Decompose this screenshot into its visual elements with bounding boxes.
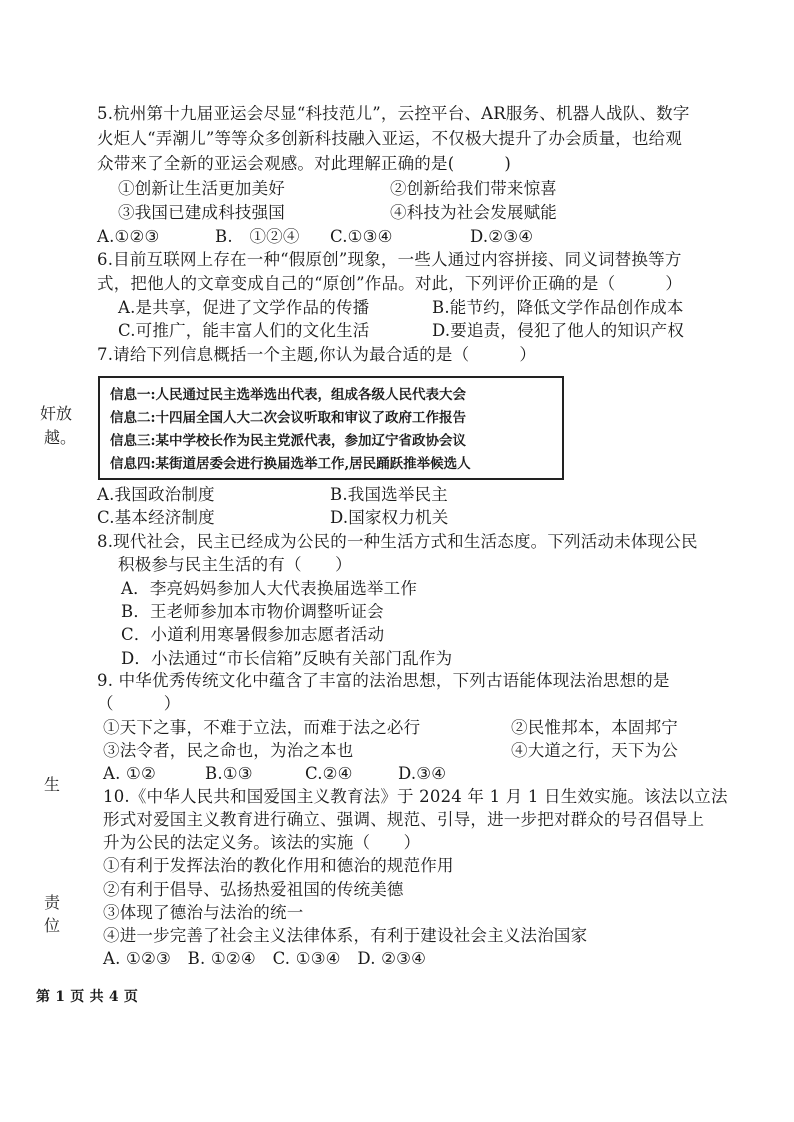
q9-option[interactable]: C.②④ (305, 764, 353, 783)
q7-info-box (98, 376, 564, 480)
q10-statement: ②有利于倡导、弘扬热爱祖国的传统美德 (103, 880, 404, 899)
q6-option[interactable]: C.可推广，能丰富人们的文化生活 (118, 321, 370, 340)
q10-statement: ③体现了德治与法治的统一 (103, 903, 304, 922)
q7-stem: 7.请给下列信息概括一个主题,你认为最合适的是（ ） (97, 345, 537, 364)
q7-option[interactable]: C.基本经济制度 (97, 508, 215, 527)
q8-option[interactable]: D．小法通过“市长信箱”反映有关部门乱作为 (121, 649, 453, 668)
q9-statement: ④大道之行，天下为公 (511, 741, 678, 760)
q7-option[interactable]: D.国家权力机关 (330, 508, 449, 527)
q6-option[interactable]: A.是共享，促进了文学作品的传播 (118, 298, 370, 317)
q5-statement: ③我国已建成科技强国 (118, 203, 285, 222)
q7-info-line: 信息一:人民通过民主选举选出代表，组成各级人民代表大会 (110, 387, 466, 403)
q8-stem-line: 8.现代社会，民主已经成为公民的一种生活方式和生活态度。下列活动未体现公民 (97, 532, 698, 551)
margin-fragment: 越。 (44, 428, 77, 447)
q5-option[interactable]: C.①③④ (330, 227, 393, 246)
q9-option[interactable]: A. ①② (103, 764, 156, 783)
margin-fragment: 奸放 (40, 404, 73, 423)
q7-option[interactable]: A.我国政治制度 (97, 485, 215, 504)
q5-option[interactable]: B. ①②④ (215, 227, 300, 246)
q6-option[interactable]: B.能节约，降低文学作品创作成本 (432, 298, 684, 317)
q9-stem-line: 9. 中华优秀传统文化中蕴含了丰富的法治思想，下列古语能体现法治思想的是 (97, 671, 670, 690)
q5-statement: ①创新让生活更加美好 (118, 179, 285, 198)
q9-statement: ③法令者，民之命也，为治之本也 (103, 741, 354, 760)
q5-statement: ②创新给我们带来惊喜 (390, 179, 557, 198)
q7-info-line: 信息四:某街道居委会进行换届选举工作,居民踊跃推举候选人 (110, 456, 471, 472)
q10-statement: ④进一步完善了社会主义法律体系，有利于建设社会主义法治国家 (103, 926, 588, 945)
margin-fragment: 位 (44, 916, 61, 935)
q10-statement: ①有利于发挥法治的教化作用和德治的规范作用 (103, 856, 454, 875)
q7-info-line: 信息三:某中学校长作为民主党派代表，参加辽宁省政协会议 (110, 433, 466, 449)
q9-option[interactable]: B.①③ (205, 764, 253, 783)
q7-option[interactable]: B.我国选举民主 (330, 485, 448, 504)
q10-options[interactable]: A. ①②③ B. ①②④ C. ①③④ D. ②③④ (103, 949, 427, 968)
q8-option[interactable]: A．李亮妈妈参加人大代表换届选举工作 (121, 579, 418, 598)
q9-statement: ②民惟邦本，本固邦宁 (511, 718, 678, 737)
q10-stem-line: 升为公民的法定义务。该法的实施（ ） (103, 833, 421, 852)
q7-info-line: 信息二:十四届全国人大二次会议听取和审议了政府工作报告 (110, 410, 466, 426)
q5-stem-line: 5.杭州第十九届亚运会尽显“科技范儿”，云控平台、AR服务、机器人战队、数字 (97, 104, 690, 123)
margin-fragment: 生 (44, 775, 61, 794)
q10-stem-line: 10.《中华人民共和国爱国主义教育法》于 2024 年 1 月 1 日生效实施。该法以立法 (103, 787, 728, 806)
q6-stem-line: 6.目前互联网上存在一种“假原创”现象，一些人通过内容拼接、同义词替换等方 (97, 250, 682, 269)
q9-option[interactable]: D.③④ (398, 764, 447, 783)
margin-fragment: 责 (44, 893, 61, 912)
q9-statement: ①天下之事，不难于立法，而难于法之必行 (103, 718, 421, 737)
q9-stem-line: （ ） (97, 694, 181, 713)
q6-stem-line: 式，把他人的文章变成自己的“原创”作品。对此，下列评价正确的是（ ） (97, 274, 683, 293)
q5-stem-line: 众带来了全新的亚运会观感。对此理解正确的是( ) (97, 154, 512, 173)
q5-stem-line: 火炬人“弄潮儿”等等众多创新科技融入亚运，不仅极大提升了办会质量，也给观 (97, 129, 683, 148)
q10-stem-line: 形式对爱国主义教育进行确立、强调、规范、引导，进一步把对群众的号召倡导上 (103, 810, 705, 829)
q5-statement: ④科技为社会发展赋能 (390, 203, 557, 222)
q8-option[interactable]: B．王老师参加本市物价调整听证会 (121, 602, 384, 621)
q6-option[interactable]: D.要追责，侵犯了他人的知识产权 (432, 321, 685, 340)
q5-option[interactable]: D.②③④ (470, 227, 534, 246)
q8-option[interactable]: C．小道利用寒暑假参加志愿者活动 (121, 625, 385, 644)
q5-option[interactable]: A.①②③ (97, 227, 160, 246)
page-footer: 第 1 页 共 4 页 (36, 989, 139, 1005)
q8-stem-line: 积极参与民主生活的有（ ） (118, 555, 352, 574)
